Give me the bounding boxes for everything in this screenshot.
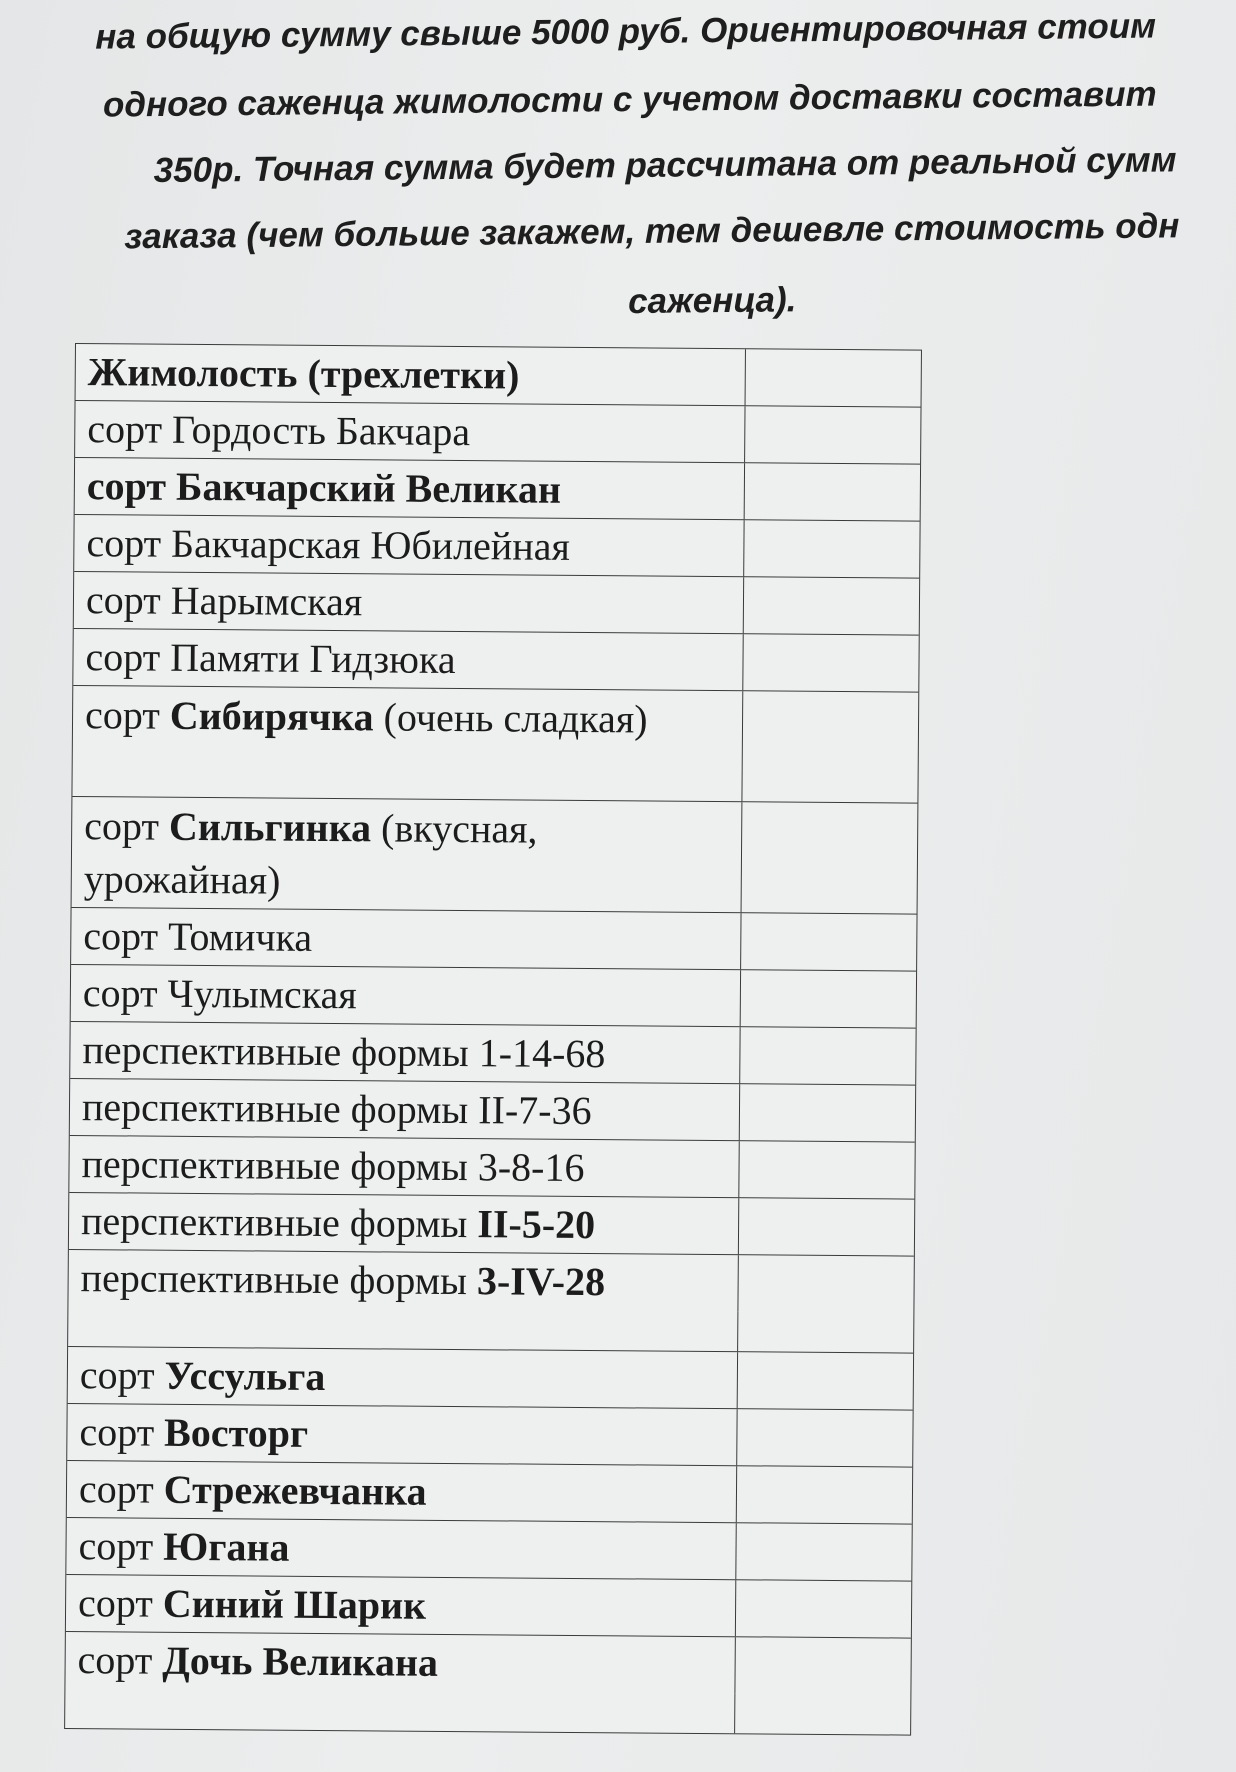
variety-bold: Югана bbox=[163, 1523, 290, 1570]
variety-bold: Уссульга bbox=[164, 1352, 326, 1399]
empty-cell bbox=[740, 1027, 915, 1084]
table-row bbox=[72, 797, 918, 915]
variety-prefix: сорт bbox=[77, 1580, 164, 1626]
empty-cell bbox=[738, 1352, 913, 1409]
variety-prefix: перспективные формы bbox=[80, 1255, 478, 1304]
table-row bbox=[75, 401, 920, 465]
variety-cell bbox=[69, 1193, 739, 1254]
empty-cell bbox=[745, 463, 920, 520]
variety-bold: II-5-20 bbox=[477, 1201, 596, 1248]
variety-cell bbox=[69, 1136, 739, 1197]
empty-cell bbox=[738, 1255, 913, 1312]
variety-cell bbox=[75, 458, 745, 519]
table-row-empty bbox=[65, 1688, 910, 1735]
variety-prefix: перспективные формы II-7-36 bbox=[81, 1084, 592, 1134]
variety-cell bbox=[70, 1079, 740, 1140]
table-row bbox=[70, 1079, 915, 1143]
variety-cell bbox=[74, 572, 744, 633]
table-row bbox=[75, 458, 920, 522]
empty-cell bbox=[742, 802, 918, 913]
table-row bbox=[71, 965, 916, 1029]
variety-prefix: сорт bbox=[79, 1352, 165, 1398]
variety-cell bbox=[68, 1250, 738, 1311]
table-row-empty bbox=[68, 1306, 913, 1354]
variety-cell bbox=[71, 908, 741, 969]
table-row bbox=[71, 908, 916, 972]
variety-prefix: перспективные формы 1-14-68 bbox=[82, 1027, 606, 1077]
table-row bbox=[69, 1193, 914, 1257]
variety-cell bbox=[70, 1022, 740, 1083]
intro-line-3: 350р. Точная сумма будет рассчитана от реальной сумм bbox=[153, 140, 1177, 191]
variety-prefix: сорт Нарымская bbox=[85, 577, 363, 625]
empty-cell bbox=[741, 913, 916, 970]
empty-cell bbox=[739, 1141, 914, 1198]
table-row bbox=[69, 1136, 914, 1200]
intro-line-4: заказа (чем больше закажем, тем дешевле стоимость одн bbox=[124, 206, 1180, 257]
variety-cell bbox=[72, 686, 743, 801]
variety-prefix: сорт Томичка bbox=[83, 913, 313, 960]
variety-cell bbox=[71, 965, 741, 1026]
empty-cell bbox=[735, 1637, 910, 1694]
variety-prefix: сорт bbox=[77, 1637, 163, 1683]
empty-cell bbox=[740, 1084, 915, 1141]
table-row bbox=[67, 1461, 912, 1525]
variety-cell bbox=[67, 1404, 737, 1465]
table-row bbox=[66, 1518, 911, 1582]
variety-cell bbox=[67, 1461, 737, 1522]
empty-cell bbox=[744, 520, 919, 577]
variety-prefix: сорт Памяти Гидзюка bbox=[85, 634, 456, 682]
variety-cell bbox=[66, 1575, 736, 1636]
table-row bbox=[68, 1250, 913, 1313]
table-header: Жимолость (трехлетки) bbox=[76, 344, 746, 405]
variety-bold: Стрежевчанка bbox=[163, 1466, 427, 1514]
empty-cell bbox=[744, 577, 919, 634]
variety-bold: Дочь Великана bbox=[162, 1637, 439, 1685]
variety-cell bbox=[74, 515, 744, 576]
variety-group-2 bbox=[65, 1347, 913, 1695]
variety-prefix: сорт bbox=[84, 692, 170, 738]
variety-prefix: сорт Чулымская bbox=[82, 970, 357, 1018]
table-header-row bbox=[76, 344, 921, 408]
intro-line-2: одного саженца жимолости с учетом доставки составит bbox=[102, 74, 1157, 125]
table-row bbox=[65, 1632, 910, 1695]
table-row bbox=[66, 1575, 911, 1639]
variety-bold: Восторг bbox=[163, 1409, 309, 1456]
variety-prefix: сорт bbox=[78, 1466, 164, 1512]
table-row bbox=[74, 515, 919, 579]
variety-bold: Синий Шарик bbox=[162, 1580, 427, 1628]
variety-suffix: (очень сладкая) bbox=[373, 694, 648, 742]
variety-prefix: сорт bbox=[78, 1523, 164, 1569]
variety-bold: 3-IV-28 bbox=[476, 1258, 606, 1305]
variety-bold: Сибирячка bbox=[169, 692, 374, 740]
empty-cell bbox=[742, 691, 918, 802]
intro-paragraph bbox=[60, 0, 1236, 322]
empty-cell bbox=[737, 1466, 912, 1523]
empty-cell bbox=[743, 634, 918, 691]
variety-cell bbox=[73, 629, 743, 690]
variety-cell bbox=[65, 1632, 735, 1693]
empty-cell bbox=[746, 349, 921, 406]
intro-line-5: саженца). bbox=[627, 280, 797, 322]
table-row bbox=[70, 1022, 915, 1086]
variety-suffix: (вкусная, урожайная) bbox=[83, 805, 538, 903]
variety-prefix: сорт Бакчарская Юбилейная bbox=[86, 520, 571, 569]
variety-group-1 bbox=[68, 401, 920, 1313]
variety-prefix: сорт bbox=[79, 1409, 165, 1455]
empty-cell bbox=[741, 970, 916, 1027]
empty-cell bbox=[745, 406, 920, 463]
empty-cell bbox=[736, 1580, 911, 1637]
varieties-table bbox=[64, 343, 922, 1736]
empty-cell bbox=[739, 1198, 914, 1255]
empty-cell bbox=[737, 1409, 912, 1466]
variety-cell bbox=[66, 1518, 736, 1579]
variety-prefix: перспективные формы 3-8-16 bbox=[81, 1141, 585, 1191]
empty-cell bbox=[736, 1523, 911, 1580]
variety-cell bbox=[72, 797, 743, 912]
variety-prefix: сорт Гордость Бакчара bbox=[87, 406, 471, 455]
table-row bbox=[72, 686, 918, 804]
table-row bbox=[73, 629, 918, 693]
variety-prefix: сорт bbox=[84, 803, 170, 849]
table-row bbox=[74, 572, 919, 636]
variety-cell bbox=[75, 401, 745, 462]
intro-line-1: на общую сумму свыше 5000 руб. Ориентировочная стоим bbox=[95, 6, 1157, 57]
variety-bold: Сильгинка bbox=[168, 803, 372, 851]
table-row bbox=[67, 1404, 912, 1468]
variety-prefix: перспективные формы bbox=[80, 1198, 478, 1247]
variety-bold: сорт Бакчарский Великан bbox=[86, 463, 562, 512]
variety-cell bbox=[68, 1347, 738, 1408]
table-row bbox=[68, 1347, 913, 1411]
